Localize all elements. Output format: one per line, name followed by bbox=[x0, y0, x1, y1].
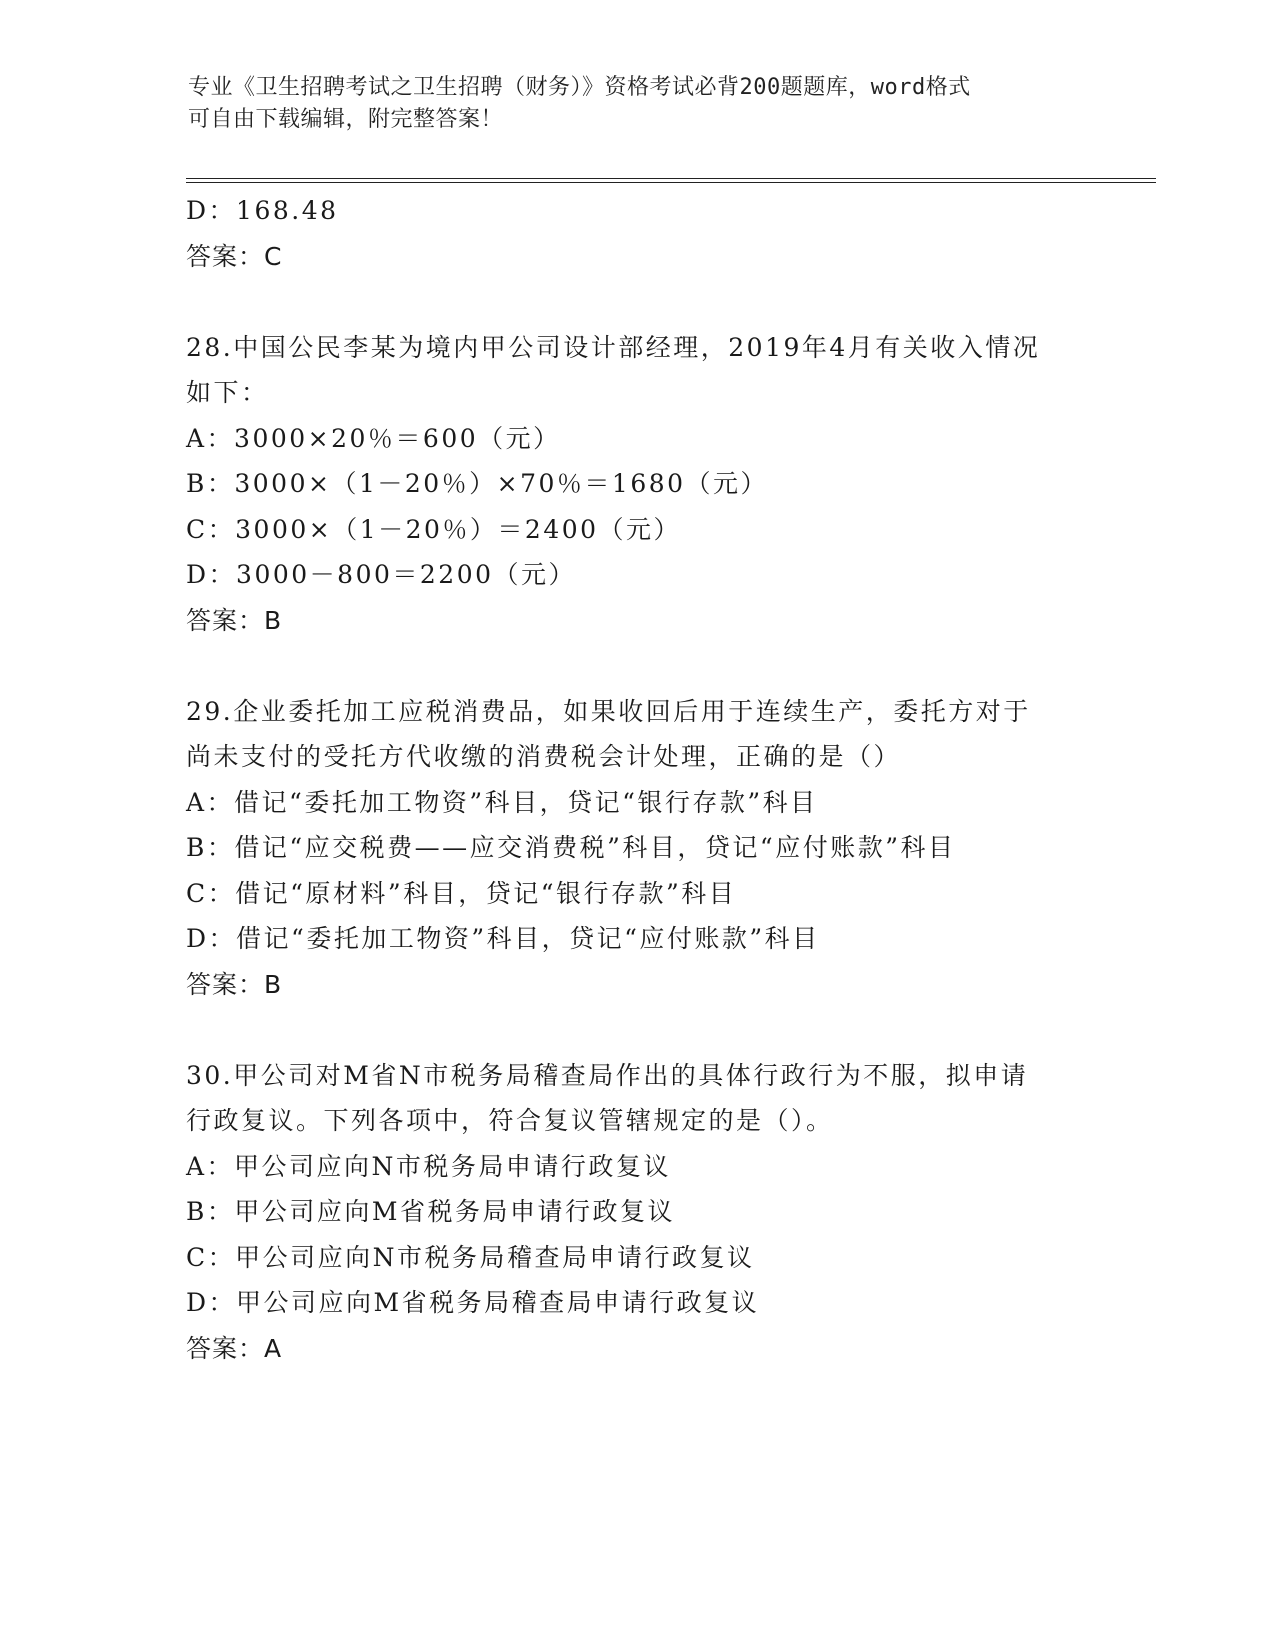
option-d: D：168.48 bbox=[186, 196, 339, 225]
option-c: C：3000×（1－20％）＝2400（元） bbox=[186, 514, 682, 544]
spacer bbox=[186, 1007, 1086, 1053]
question-stem-line-2: 行政复议。下列各项中，符合复议管辖规定的是（）。 bbox=[186, 1106, 834, 1135]
question-29 bbox=[186, 689, 1086, 1008]
header-title-line-1: 专业《卫生招聘考试之卫生招聘（财务）》资格考试必背200题题库，word格式 bbox=[188, 75, 971, 100]
option-b: B：甲公司应向M省税务局申请行政复议 bbox=[186, 1197, 675, 1226]
question-stem-line-1: 29.企业委托加工应税消费品，如果收回后用于连续生产，委托方对于 bbox=[186, 696, 1031, 726]
spacer bbox=[186, 643, 1086, 689]
page-header bbox=[188, 72, 1068, 136]
option-a: A：甲公司应向N市税务局申请行政复议 bbox=[186, 1151, 671, 1181]
question-stem-line-1: 28.中国公民李某为境内甲公司设计部经理，2019年4月有关收入情况 bbox=[186, 332, 1041, 362]
answer-line: 答案：B bbox=[186, 969, 283, 999]
question-stem-line-2: 如下： bbox=[186, 378, 269, 407]
question-stem-line-2: 尚未支付的受托方代收缴的消费税会计处理，正确的是（） bbox=[186, 742, 902, 771]
answer-line: 答案：C bbox=[186, 241, 283, 271]
question-stem-line-1: 30.甲公司对M省N市税务局稽查局作出的具体行政行为不服，拟申请 bbox=[186, 1060, 1029, 1090]
spacer bbox=[186, 279, 1086, 325]
option-d: D：3000－800＝2200（元） bbox=[186, 560, 577, 589]
option-b: B：借记“应交税费——应交消费税”科目，贷记“应付账款”科目 bbox=[186, 833, 956, 862]
option-c: C：借记“原材料”科目，贷记“银行存款”科目 bbox=[186, 878, 737, 908]
option-b: B：3000×（1－20％）×70％＝1680（元） bbox=[186, 469, 769, 498]
option-d: D：借记“委托加工物资”科目，贷记“应付账款”科目 bbox=[186, 924, 820, 953]
answer-line: 答案：A bbox=[186, 1333, 283, 1363]
answer-line: 答案：B bbox=[186, 605, 283, 635]
header-divider bbox=[186, 178, 1156, 183]
question-30 bbox=[186, 1053, 1086, 1372]
header-title-line-2: 可自由下载编辑，附完整答案！ bbox=[188, 107, 504, 132]
document-body bbox=[186, 188, 1086, 1371]
option-a: A：借记“委托加工物资”科目，贷记“银行存款”科目 bbox=[186, 787, 818, 817]
option-c: C：甲公司应向N市税务局稽查局申请行政复议 bbox=[186, 1242, 755, 1272]
question-28 bbox=[186, 325, 1086, 644]
option-a: A：3000×20％＝600（元） bbox=[186, 423, 561, 453]
option-d: D：甲公司应向M省税务局稽查局申请行政复议 bbox=[186, 1288, 760, 1317]
question-27-tail bbox=[186, 188, 1086, 279]
